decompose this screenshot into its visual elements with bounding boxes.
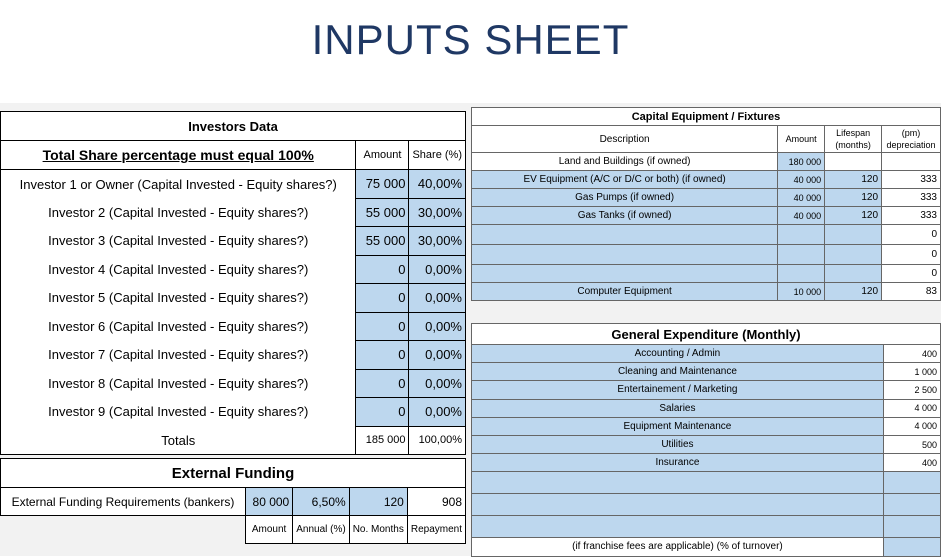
investor-share-value: 0,00% [409,255,466,284]
capital-desc[interactable]: EV Equipment (A/C or D/C or both) (if owned) [472,171,778,189]
capital-desc[interactable] [472,265,778,283]
expense-desc[interactable]: Cleaning and Maintenance [472,363,884,381]
capital-equipment-table [471,107,941,301]
table-row [472,245,941,265]
expense-value: 400 [883,345,940,363]
expense-desc[interactable]: Insurance [472,454,884,472]
table-row [472,399,941,417]
investor-label: Investor 4 (Capital Invested - Equity shares?) [1,255,356,284]
expense-value: 1 000 [883,363,940,381]
investor-share-value: 0,00% [409,312,466,341]
external-funding-table [0,458,466,544]
capital-life-input[interactable]: 120 [825,207,882,225]
investor-share-value: 40,00% [409,170,466,199]
expense-desc[interactable]: Salaries [472,399,884,417]
external-col-repayment: Repayment [407,516,465,544]
expense-desc[interactable] [472,472,884,494]
table-row [472,472,941,494]
capital-header: Capital Equipment / Fixtures [472,108,941,126]
investor-amount-input[interactable]: 55 000 [356,198,409,227]
totals-share: 100,00% [409,426,466,455]
capital-dep: 333 [882,189,941,207]
expense-desc[interactable] [472,516,884,538]
expense-value: 4 000 [883,417,940,435]
table-row [472,265,941,283]
capital-amount-input[interactable]: 40 000 [778,171,825,189]
capital-dep: 0 [882,245,941,265]
totals-amount: 185 000 [356,426,409,455]
investor-amount-input[interactable]: 0 [356,284,409,313]
expense-value: 4 000 [883,399,940,417]
expense-value-input[interactable] [883,516,940,538]
investor-amount-input[interactable]: 0 [356,369,409,398]
capital-life-input[interactable]: 120 [825,171,882,189]
expense-value-input[interactable] [883,472,940,494]
external-spacer [1,516,246,544]
capital-amount-input[interactable]: 40 000 [778,189,825,207]
external-header: External Funding [1,459,466,488]
investor-amount-input[interactable]: 0 [356,341,409,370]
investor-share-value: 0,00% [409,398,466,427]
table-row [472,417,941,435]
capital-desc[interactable]: Gas Tanks (if owned) [472,207,778,225]
table-row [1,198,466,227]
investor-label: Investor 9 (Capital Invested - Equity shares?) [1,398,356,427]
capital-col-depreciation: (pm) depreciation [882,126,941,153]
general-expenditure-table [471,323,941,557]
table-row [472,171,941,189]
general-header: General Expenditure (Monthly) [472,324,941,345]
external-amount-input[interactable]: 80 000 [245,488,292,516]
table-row [472,454,941,472]
expense-desc[interactable]: Accounting / Admin [472,345,884,363]
capital-life-input[interactable]: 120 [825,283,882,301]
capital-desc[interactable]: Computer Equipment [472,283,778,301]
investor-share-value: 30,00% [409,198,466,227]
capital-dep: 0 [882,225,941,245]
table-row [472,153,941,171]
investor-label: Investor 8 (Capital Invested - Equity shares?) [1,369,356,398]
capital-life [825,153,882,171]
page-title: INPUTS SHEET [311,16,630,63]
external-col-amount: Amount [245,516,292,544]
table-row [472,207,941,225]
external-months-input[interactable]: 120 [349,488,407,516]
capital-col-description: Description [472,126,778,153]
capital-amount-input[interactable]: 10 000 [778,283,825,301]
table-row [472,363,941,381]
investors-header: Investors Data [1,112,466,141]
expense-desc[interactable]: Equipment Maintenance [472,417,884,435]
capital-dep: 0 [882,265,941,283]
investor-label: Investor 1 or Owner (Capital Invested - Equity shares?) [1,170,356,199]
investor-label: Investor 7 (Capital Invested - Equity shares?) [1,341,356,370]
table-row [1,227,466,256]
investors-table [0,111,466,455]
investor-amount-input[interactable]: 0 [356,398,409,427]
totals-label: Totals [1,426,356,455]
expense-value: 500 [883,435,940,453]
capital-desc[interactable] [472,225,778,245]
external-col-months: No. Months [349,516,407,544]
table-row [1,341,466,370]
table-row [472,189,941,207]
investor-share-value: 30,00% [409,227,466,256]
capital-life-input[interactable] [825,225,882,245]
investor-label: Investor 3 (Capital Invested - Equity shares?) [1,227,356,256]
capital-dep: 333 [882,171,941,189]
capital-col-amount: Amount [778,126,825,153]
capital-dep: 83 [882,283,941,301]
expense-desc[interactable] [472,494,884,516]
capital-life-input[interactable]: 120 [825,189,882,207]
investors-col-share: Share (%) [409,141,466,170]
investor-label: Investor 6 (Capital Invested - Equity shares?) [1,312,356,341]
table-row [1,398,466,427]
investor-amount-input[interactable]: 0 [356,312,409,341]
capital-life-input[interactable] [825,245,882,265]
investor-label: Investor 5 (Capital Invested - Equity shares?) [1,284,356,313]
expense-desc[interactable]: Entertainement / Marketing [472,381,884,399]
capital-amount-input[interactable] [778,265,825,283]
table-row [1,170,466,199]
external-annual-input[interactable]: 6,50% [293,488,349,516]
external-label: External Funding Requirements (bankers) [1,488,246,516]
table-row [472,345,941,363]
expense-value: 400 [883,454,940,472]
capital-desc: Land and Buildings (if owned) [472,153,778,171]
capital-desc[interactable]: Gas Pumps (if owned) [472,189,778,207]
expense-value-input[interactable] [883,494,940,516]
capital-life-input[interactable] [825,265,882,283]
table-row [472,516,941,538]
table-row [472,381,941,399]
franchise-fee-input[interactable] [883,538,940,556]
investors-subheader: Total Share percentage must equal 100% [1,141,356,170]
table-row [1,369,466,398]
capital-amount-input[interactable]: 40 000 [778,207,825,225]
capital-dep: 333 [882,207,941,225]
investors-col-amount: Amount [356,141,409,170]
capital-desc[interactable] [472,245,778,265]
capital-amount-input[interactable] [778,225,825,245]
capital-amount-input[interactable] [778,245,825,265]
investor-share-value: 0,00% [409,284,466,313]
capital-dep [882,153,941,171]
table-row [472,538,941,556]
external-repayment-value: 908 [407,488,465,516]
table-row [472,283,941,301]
external-col-annual: Annual (%) [293,516,349,544]
investor-share-value: 0,00% [409,369,466,398]
expense-value: 2 500 [883,381,940,399]
investor-label: Investor 2 (Capital Invested - Equity shares?) [1,198,356,227]
capital-col-lifespan: Lifespan (months) [825,126,882,153]
investor-amount-input[interactable]: 55 000 [356,227,409,256]
table-row [1,284,466,313]
expense-desc[interactable]: Utilities [472,435,884,453]
investor-share-value: 0,00% [409,341,466,370]
capital-amount-input[interactable]: 180 000 [778,153,825,171]
franchise-fee-label: (if franchise fees are applicable) (% of turnover) [472,538,884,556]
table-row [472,435,941,453]
investor-amount-input[interactable]: 75 000 [356,170,409,199]
table-row [1,255,466,284]
table-row [472,225,941,245]
table-row [1,312,466,341]
table-row [472,494,941,516]
investor-amount-input[interactable]: 0 [356,255,409,284]
